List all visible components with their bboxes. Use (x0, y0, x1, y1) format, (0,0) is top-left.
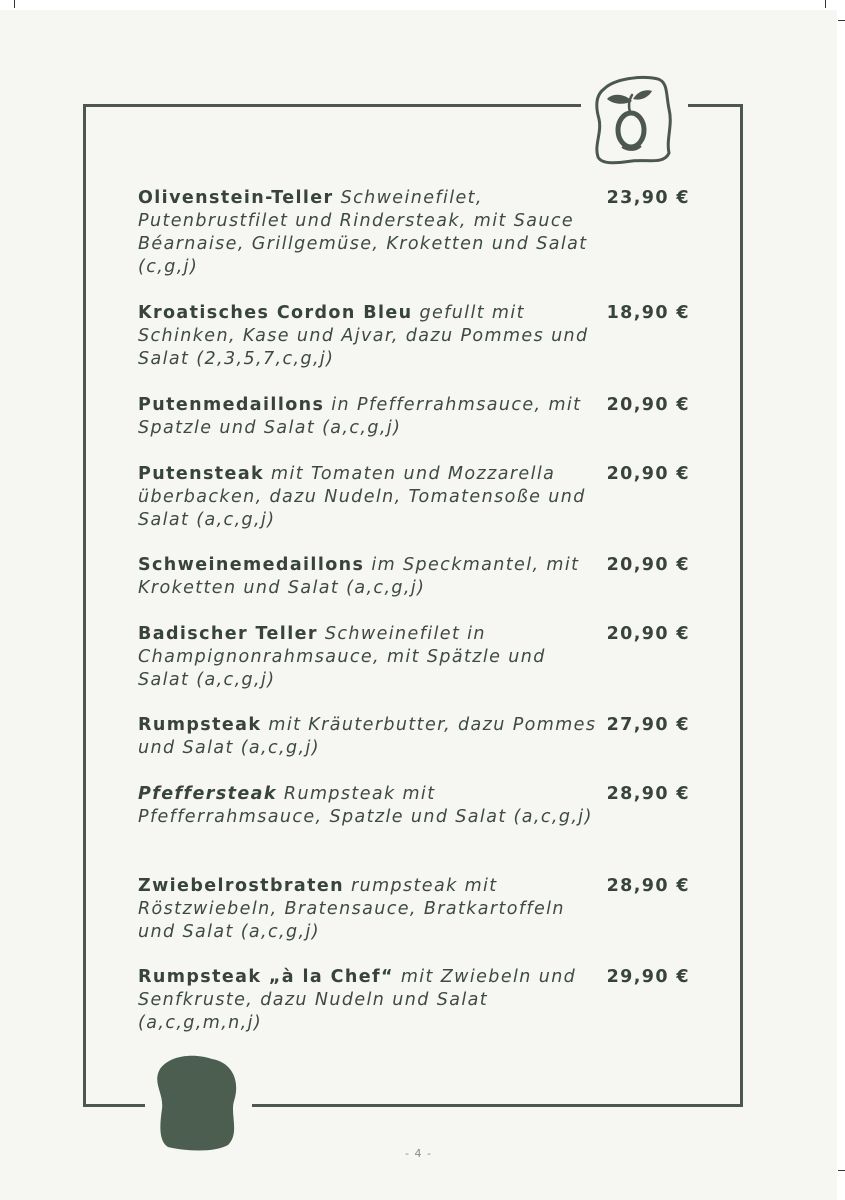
dish-price: 27,90 € (606, 715, 690, 735)
dish-name: Badischer Teller (138, 624, 318, 644)
dish-description: Rumpsteak mit Pfefferrahmsauce, Spatzle und Salat (a,c,g,j) (138, 784, 593, 827)
dish-price: 18,90 € (606, 303, 690, 323)
olive-o-logo-icon (592, 73, 674, 167)
dish-description: in Pfefferrahmsauce, mit Spatzle und Salat (a,c,g,j) (138, 395, 582, 438)
menu-item (138, 966, 698, 1035)
menu-item (138, 187, 698, 279)
dish-price: 20,90 € (606, 555, 690, 575)
dish-description: rumpsteak mit Röstzwiebeln, Bratensauce, Bratkartoffeln und Salat (a,c,g,j) (138, 876, 565, 942)
menu-item (138, 463, 698, 532)
dish-description: Schweinefilet, Putenbrustfilet und Rindersteak, mit Sauce Béarnaise, Grillgemüse, Kroketten und Salat (c,g,j) (138, 188, 588, 277)
dish-price: 28,90 € (606, 876, 690, 896)
dish-name: Zwiebelrostbraten (138, 876, 345, 896)
menu-item (138, 714, 698, 760)
dish-description: Schweinefilet in Champignonrahmsauce, mit Spätzle und Salat (a,c,g,j) (138, 624, 546, 690)
dish-name: Putensteak (138, 464, 265, 484)
crop-mark (838, 20, 845, 21)
frame-bottom-right (252, 1104, 743, 1107)
dish-name: Pfeffersteak (138, 784, 277, 804)
menu-item (138, 394, 698, 440)
crop-mark (825, 0, 826, 8)
dish-price: 20,90 € (606, 624, 690, 644)
frame-top-right (688, 104, 743, 107)
dish-description: gefullt mit Schinken, Kase und Ajvar, dazu Pommes und Salat (2,3,5,7,c,g,j) (138, 303, 589, 369)
dish-name: Schweinemedaillons (138, 555, 365, 575)
frame-right (740, 104, 743, 1107)
dish-name: Olivenstein-Teller (138, 188, 334, 208)
dish-price: 28,90 € (606, 784, 690, 804)
green-blob-icon (154, 1053, 240, 1153)
menu-item (138, 875, 698, 944)
menu-item (138, 302, 698, 371)
dish-price: 20,90 € (606, 395, 690, 415)
dish-name: Putenmedaillons (138, 395, 325, 415)
crop-mark (838, 1170, 845, 1171)
dish-price: 20,90 € (606, 464, 690, 484)
dish-description: mit Kräuterbutter, dazu Pommes und Salat (a,c,g,j) (138, 715, 597, 758)
dish-price: 23,90 € (606, 188, 690, 208)
menu-page (0, 10, 837, 1200)
menu-item (138, 623, 698, 692)
menu-item (138, 783, 698, 829)
dish-name: Rumpsteak (138, 715, 262, 735)
dish-name: Rumpsteak „à la Chef“ (138, 967, 394, 987)
dish-description: mit Zwiebeln und Senfkruste, dazu Nudeln und Salat (a,c,g,m,n,j) (138, 967, 577, 1033)
page-number: - 4 - (405, 1147, 432, 1160)
frame-top-left (83, 104, 581, 107)
dish-description: im Speckmantel, mit Kroketten und Salat (a,c,g,j) (138, 555, 580, 598)
crop-mark (14, 0, 15, 8)
dish-name: Kroatisches Cordon Bleu (138, 303, 413, 323)
dish-description: mit Tomaten und Mozzarella überbacken, dazu Nudeln, Tomatensoße und Salat (a,c,g,j) (138, 464, 586, 530)
menu-item (138, 554, 698, 600)
dish-price: 29,90 € (606, 967, 690, 987)
frame-left (83, 104, 86, 1107)
frame-bottom-left (83, 1104, 145, 1107)
